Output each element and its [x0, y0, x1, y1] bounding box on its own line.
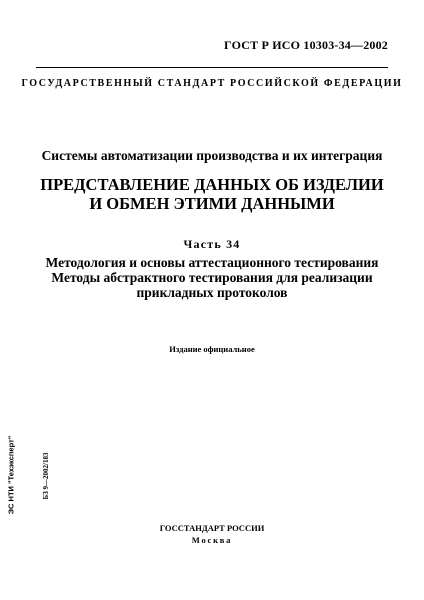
header-divider	[36, 67, 388, 68]
subtitle	[20, 255, 404, 300]
state-standard-heading: ГОСУДАРСТВЕННЫЙ СТАНДАРТ РОССИЙСКОЙ ФЕДЕРАЦИИ	[21, 78, 403, 89]
part-label: Часть 34	[183, 237, 241, 251]
main-title	[20, 175, 404, 213]
subtitle-line: Методы абстрактного тестирования для реализации	[51, 270, 373, 285]
edition-label: Издание официальное	[169, 344, 255, 354]
publisher-city: Москва	[191, 535, 233, 545]
publisher-name: ГОССТАНДАРТ РОССИИ	[159, 523, 265, 533]
publisher-block	[20, 522, 404, 546]
subtitle-line: Методология и основы аттестационного тестирования	[45, 255, 379, 270]
series-title: Системы автоматизации производства и их интеграция	[41, 148, 383, 163]
side-copyright: ЭС НТИ "Техэксперт"	[6, 435, 16, 515]
side-code: БЗ 9—2002/183	[42, 452, 50, 500]
main-title-line: И ОБМЕН ЭТИМИ ДАННЫМИ	[89, 194, 335, 213]
standard-number: ГОСТ Р ИСО 10303-34—2002	[224, 38, 388, 52]
main-title-line: ПРЕДСТАВЛЕНИЕ ДАННЫХ ОБ ИЗДЕЛИИ	[40, 175, 384, 194]
subtitle-line: прикладных протоколов	[136, 285, 288, 300]
